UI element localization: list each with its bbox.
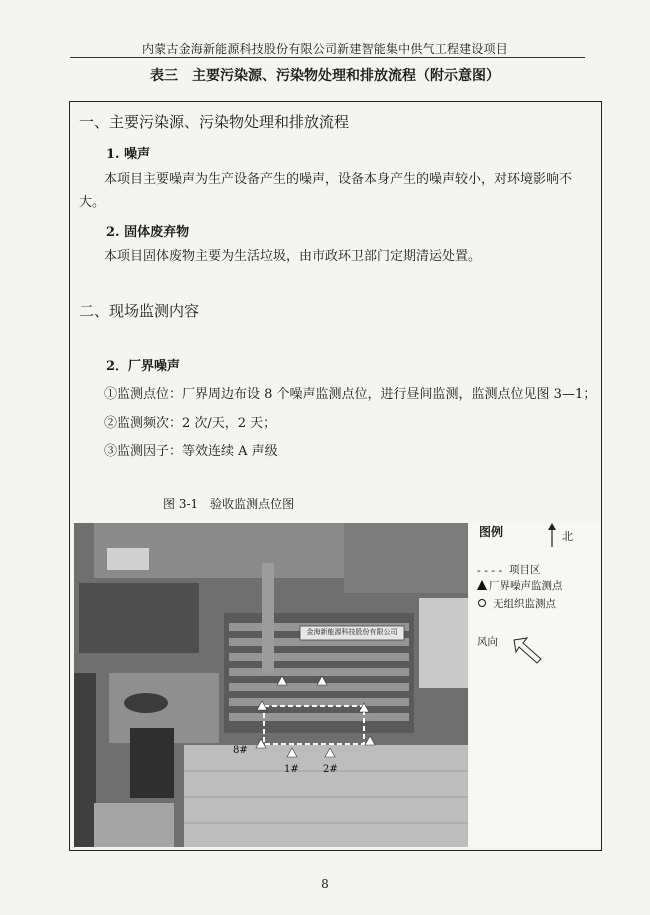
legend-unorganized-point: 无组织监测点: [493, 598, 556, 610]
map-legend: [469, 523, 600, 847]
header-divider: [70, 57, 585, 58]
table-title: 表三 主要污染源、污染物处理和排放流程（附示意图）: [150, 68, 500, 84]
legend-wind: 风向: [477, 636, 498, 648]
legend-title: 图例: [479, 525, 504, 539]
point-label-8: 8#: [233, 745, 248, 756]
section2-heading: 二、现场监测内容: [79, 302, 200, 320]
legend-noise-point: 厂界噪声监测点: [489, 580, 563, 592]
triangle-icon: [477, 580, 487, 590]
circle-icon: [477, 598, 487, 608]
noise-heading: 1. 噪声: [106, 147, 151, 162]
noise-text-line2: 大。: [79, 195, 106, 210]
aerial-map: [74, 523, 468, 847]
monitor-factor-item: ③监测因子：等效连续 A 声级: [104, 444, 278, 459]
north-arrow-icon: [545, 523, 559, 547]
legend-north-label: 北: [562, 530, 573, 543]
solid-waste-heading: 2. 固体废弃物: [106, 225, 190, 240]
point-label-1: 1#: [284, 764, 299, 775]
legend-project-area: 项目区: [509, 564, 541, 576]
project-area-symbol: - - - -: [477, 565, 503, 577]
aerial-map-graphic: [74, 523, 468, 847]
project-title: 内蒙古金海新能源科技股份有限公司新建智能集中供气工程建设项目: [141, 42, 508, 56]
point-label-2: 2#: [323, 764, 338, 775]
solid-waste-text: 本项目固体废物主要为生活垃圾，由市政环卫部门定期清运处置。: [104, 249, 482, 264]
boundary-noise-heading: 2．厂界噪声: [106, 359, 181, 374]
monitor-frequency-item: ②监测频次：2 次/天，2 天；: [104, 416, 277, 431]
noise-text-line1: 本项目主要噪声为生产设备产生的噪声，设备本身产生的噪声较小，对环境影响不: [104, 172, 573, 187]
figure-caption: 图 3-1 验收监测点位图: [163, 497, 295, 511]
wind-arrow-icon: [511, 635, 545, 665]
company-map-label: 金海新能源科技股份有限公司: [306, 628, 398, 636]
section1-heading: 一、主要污染源、污染物处理和排放流程: [79, 113, 350, 131]
page-number: 8: [321, 877, 329, 891]
monitor-points-item: ①监测点位：厂界周边布设 8 个噪声监测点位，进行昼间监测，监测点位见图 3—1；: [104, 387, 597, 402]
